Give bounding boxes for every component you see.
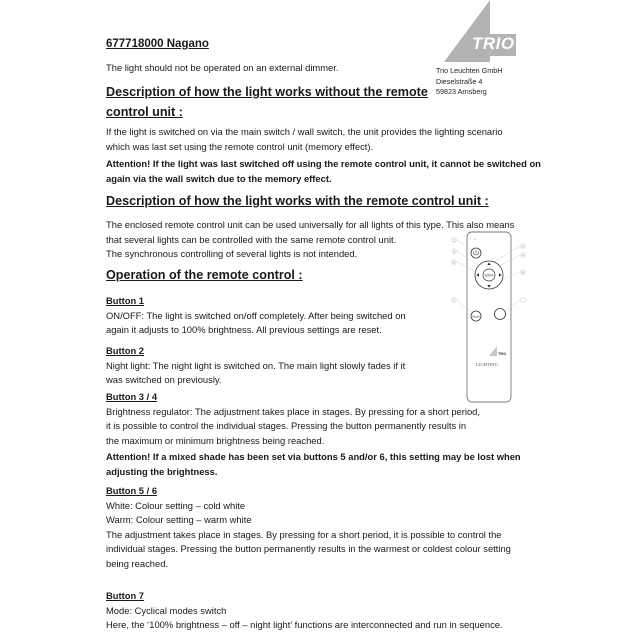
button-desc-line: being reached. [106, 557, 169, 569]
button-label: Button 5 / 6 [106, 485, 158, 496]
body-line: that several lights can be controlled with the same remote control unit. [106, 233, 397, 245]
button-desc-line: Night light: The night light is switched on. The main light slowly fades if it [106, 359, 406, 371]
body-line: The synchronous controlling of several lights is not intended. [106, 248, 358, 259]
button-desc-line: ON/OFF: The light is switched on/off completely. After being switched on [106, 309, 406, 321]
heading-operation: Operation of the remote control : [106, 268, 303, 282]
heading-line: control unit : [106, 105, 183, 119]
button-desc-line: was switched on previously. [106, 374, 222, 385]
dimmer-note: The light should not be operated on an external dimmer. [106, 62, 339, 73]
document-title: 677718000 Nagano [106, 38, 209, 50]
button-desc-line: individual stages. Pressing the button permanently results in the warmest or coldest colour setting [106, 543, 511, 554]
heading-line: Description of how the light works without the remote [106, 85, 428, 99]
button-label: Button 1 [106, 295, 145, 306]
company-city: 59823 Arnsberg [436, 87, 487, 96]
button-7-section [106, 589, 503, 633]
company-address [436, 66, 502, 98]
body-line: which was last set using the remote control unit (memory effect). [106, 140, 374, 152]
without-remote-attention [106, 157, 541, 186]
button-desc-line: again it adjusts to 100% brightness. All previous settings are reset. [106, 324, 382, 335]
body-line: If the light is switched on via the main switch / wall switch, the unit provides the lighting scenario [106, 126, 503, 137]
button-desc-line: Mode: Cyclical modes switch [106, 604, 227, 616]
button-desc-line: it is possible to control the individual stages. Pressing the button permanently results in [106, 420, 467, 431]
button-2-section [106, 344, 405, 388]
attention-line: Attention! If the light was last switched off using the remote control unit, it cannot be switched on [106, 158, 541, 169]
button-3-4-attention [106, 450, 521, 479]
callout-1: 1 [452, 237, 456, 243]
callout-3: 3 [452, 248, 456, 254]
callout-7: 7 [452, 297, 456, 303]
button-label: Button 7 [106, 590, 145, 601]
button-label: Button 3 / 4 [106, 391, 158, 402]
button-label: Button 2 [106, 345, 145, 356]
mode-button-label: Mode [472, 314, 480, 319]
button-desc-line: Here, the ‘100% brightness – off – night light’ functions are interconnected and run in sequence. [106, 619, 503, 630]
callout-marker [521, 298, 526, 303]
logo-text: TRIO [472, 34, 515, 53]
body-line: The enclosed remote control unit can be used universally for all lights of this type. This also means [106, 219, 515, 230]
heading-without-remote [106, 82, 428, 122]
callout-2: 2 [521, 243, 525, 249]
remote-lighting-text: LIGHTING [476, 362, 498, 367]
button-desc-line: The adjustment takes place in stages. By pressing for a short period, it is possible to control the [106, 528, 502, 540]
button-desc-line: Brightness regulator: The adjustment takes place in stages. By pressing for a short period, [106, 405, 480, 417]
company-name: Trio Leuchten GmbH [436, 66, 503, 75]
without-remote-body [106, 125, 503, 154]
center-button-label: 100% [484, 273, 494, 278]
night-light-button-icon [495, 309, 506, 320]
button-1-section [106, 294, 406, 338]
company-street: Dieselstraße 4 [436, 76, 483, 86]
button-desc-line: the maximum or minimum brightness being reached. [106, 434, 325, 446]
attention-line: Attention! If a mixed shade has been set via buttons 5 and/or 6, this setting may be lost when [106, 451, 521, 462]
callout-6: 6 [521, 269, 525, 275]
power-button-icon [471, 248, 481, 258]
button-5-6-section [106, 484, 511, 571]
trio-logo [436, 0, 516, 64]
attention-line: again via the wall switch due to the memory effect. [106, 172, 332, 184]
callout-5: 5 [452, 259, 456, 265]
callout-4: 4 [521, 252, 525, 258]
button-3-4-section [106, 390, 480, 448]
remote-brand-text: TRIO [498, 352, 507, 356]
button-desc-line: White: Colour setting – cold white [106, 499, 246, 511]
button-desc-line: Warm: Colour setting – warm white [106, 514, 252, 525]
remote-control-illustration [444, 228, 534, 406]
attention-line: adjusting the brightness. [106, 465, 218, 477]
heading-with-remote: Description of how the light works with the remote control unit : [106, 194, 489, 208]
remote-led [474, 238, 475, 239]
